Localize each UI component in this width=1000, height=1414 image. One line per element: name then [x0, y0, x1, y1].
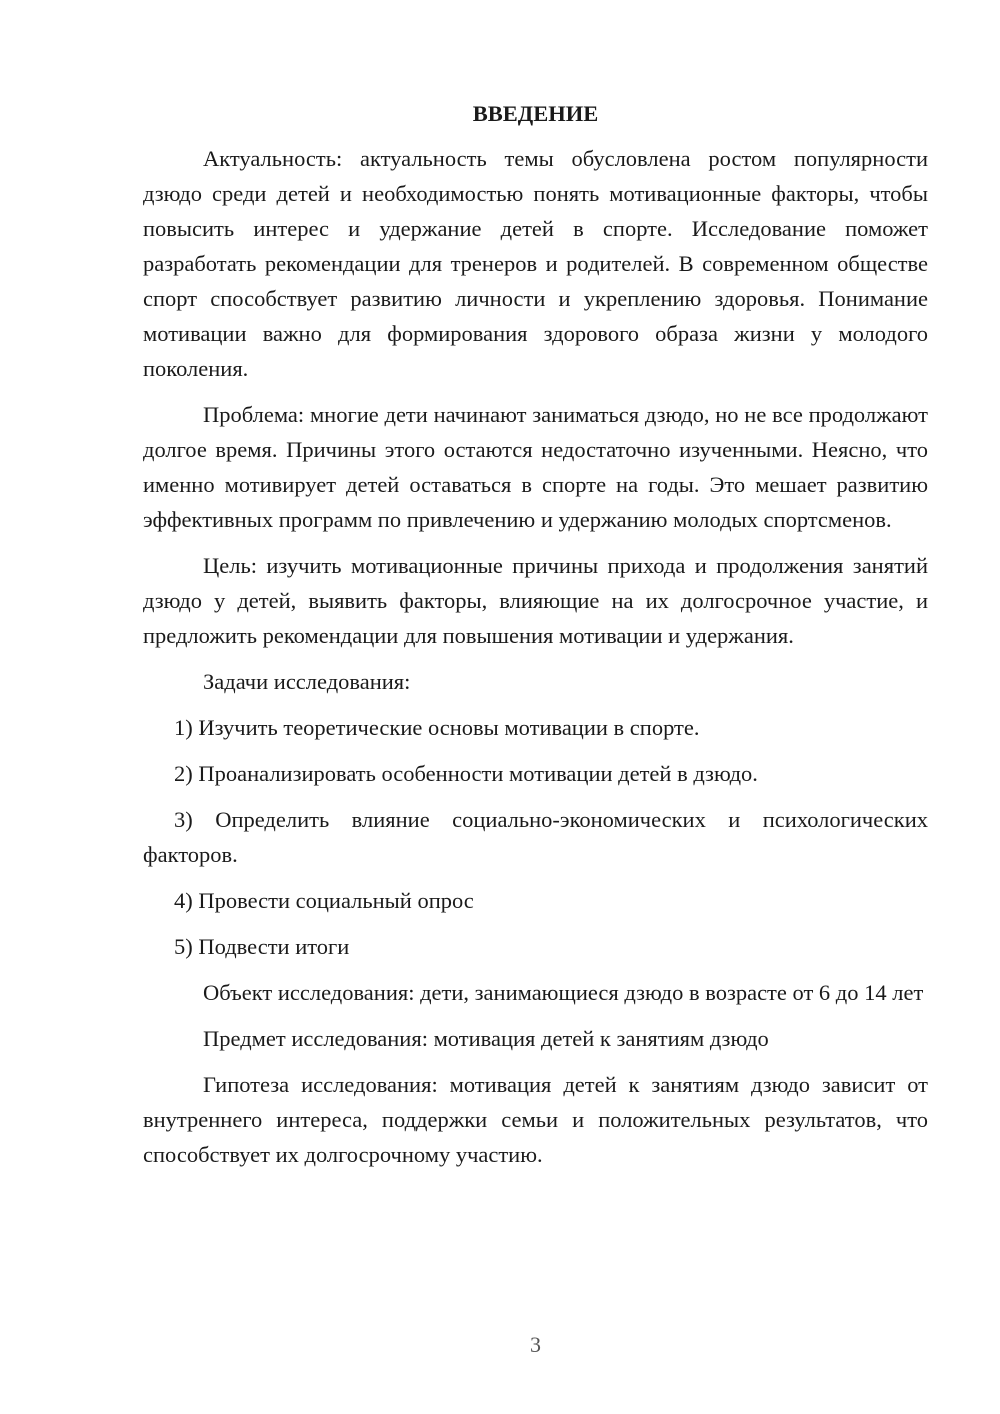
- task-item-4: 4) Провести социальный опрос: [174, 888, 474, 913]
- task-item-1: 1) Изучить теоретические основы мотивации в спорте.: [174, 715, 700, 740]
- paragraph-relevance: Актуальность: актуальность темы обусловлена ростом популярности дзюдо среди детей и необходимостью понять мотивационные факторы, чтобы повысить интерес и удержание детей в спорте. Исследование поможет разработать рекомендации для тренеров и родителей. В современном обществе спорт способствует развитию личности и укреплению здоровья. Понимание мотивации важно для формирования здорового образа жизни у молодого поколения.: [143, 146, 928, 381]
- paragraph-goal: Цель: изучить мотивационные причины прихода и продолжения занятий дзюдо у детей, выявить факторы, влияющие на их долгосрочное участие, и предложить рекомендации для повышения мотивации и удержания.: [143, 553, 928, 648]
- page-number: 3: [530, 1332, 541, 1357]
- page-title: ВВЕДЕНИЕ: [472, 101, 599, 126]
- task-item-2: 2) Проанализировать особенности мотивации детей в дзюдо.: [174, 761, 758, 786]
- paragraph-problem: Проблема: многие дети начинают заниматься дзюдо, но не все продолжают долгое время. Причины этого остаются недостаточно изученными. Неясно, что именно мотивирует детей оставаться в спорте на годы. Это мешает развитию эффективных программ по привлечению и удержанию молодых спортсменов.: [143, 402, 928, 532]
- paragraph-hypothesis: Гипотеза исследования: мотивация детей к занятиям дзюдо зависит от внутреннего интереса, поддержки семьи и положительных результатов, что способствует их долгосрочному участию.: [143, 1072, 928, 1167]
- document-page: [143, 96, 928, 1183]
- tasks-heading: Задачи исследования:: [203, 669, 411, 694]
- task-item-5: 5) Подвести итоги: [174, 934, 350, 959]
- paragraph-subject: Предмет исследования: мотивация детей к занятиям дзюдо: [203, 1026, 769, 1051]
- paragraph-object: Объект исследования: дети, занимающиеся дзюдо в возрасте от 6 до 14 лет: [203, 980, 924, 1005]
- task-item-3: 3) Определить влияние социально-экономических и психологических факторов.: [143, 807, 928, 867]
